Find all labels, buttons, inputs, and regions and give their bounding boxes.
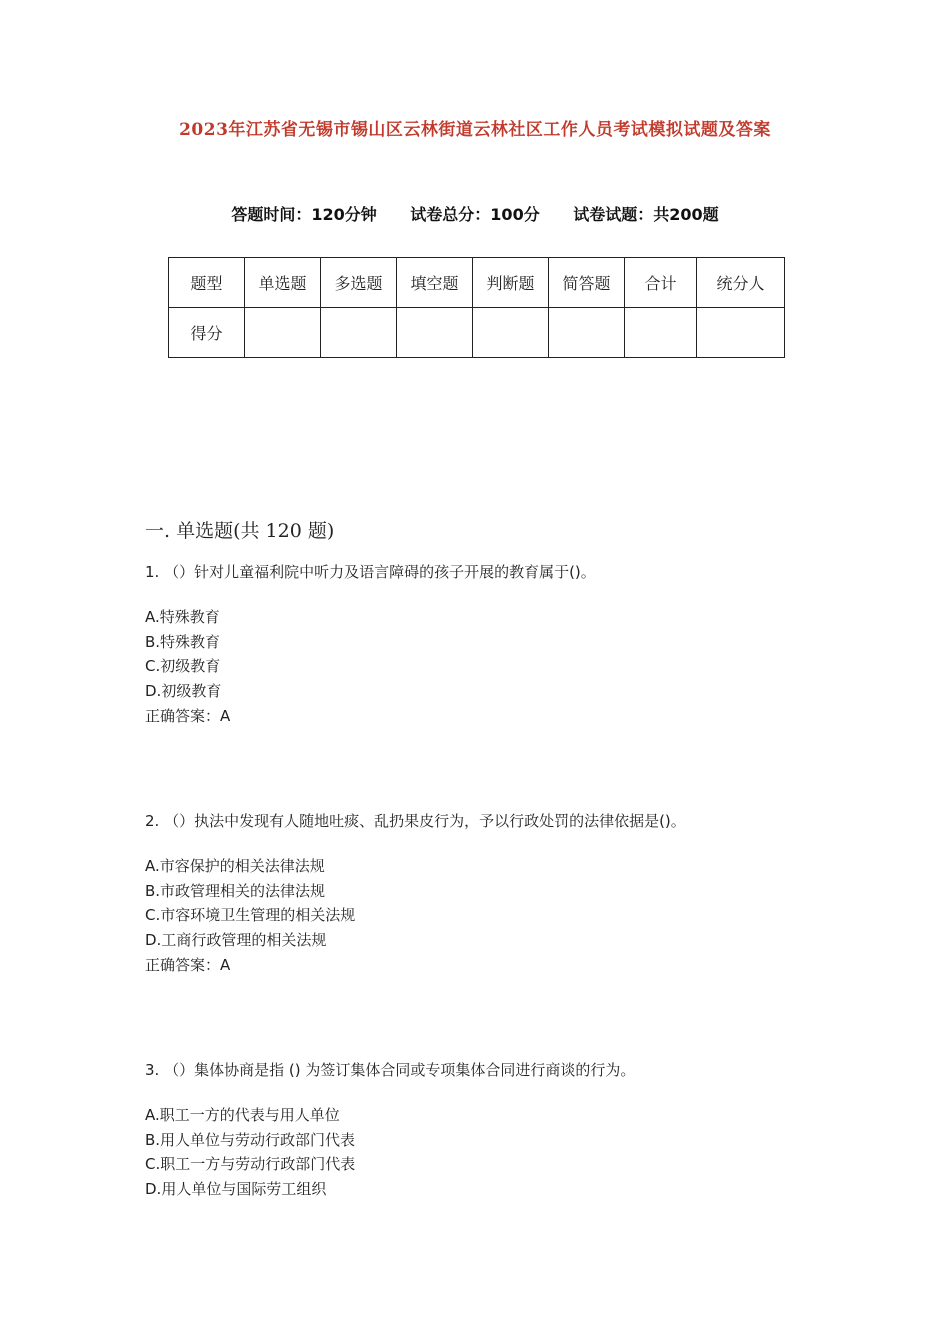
score-cell (321, 308, 397, 358)
question-stem: 2. （）执法中发现有人随地吐痰、乱扔果皮行为，予以行政处罚的法律依据是()。 (145, 812, 686, 830)
question-stem: 3. （）集体协商是指 () 为签订集体合同或专项集体合同进行商谈的行为。 (145, 1061, 636, 1079)
question-option: B.市政管理相关的法律法规 (145, 881, 326, 900)
document-title: 2023年江苏省无锡市锡山区云林街道云林社区工作人员考试模拟试题及答案 (179, 120, 771, 140)
question-block (145, 561, 845, 729)
score-cell (473, 308, 549, 358)
score-table-header-cell: 单选题 (245, 258, 321, 308)
question-block (145, 1059, 845, 1202)
score-table-header-row (169, 258, 785, 308)
score-table-score-row (169, 308, 785, 358)
exam-total-score: 试卷总分：100分 (410, 205, 540, 224)
score-cell (397, 308, 473, 358)
question-option: D.初级教育 (145, 682, 222, 701)
score-table-header-cell: 合计 (625, 258, 697, 308)
exam-time: 答题时间：120分钟 (231, 205, 377, 224)
score-cell (625, 308, 697, 358)
exam-question-count: 试卷试题：共200题 (573, 205, 719, 224)
question-option: A.特殊教育 (145, 608, 220, 626)
question-stem: 1. （）针对儿童福利院中听力及语言障碍的孩子开展的教育属于()。 (145, 563, 596, 581)
question-option: C.初级教育 (145, 657, 221, 676)
score-cell (549, 308, 625, 358)
score-row-label: 得分 (169, 308, 245, 358)
exam-info (0, 202, 950, 225)
score-table-header-cell: 统分人 (697, 258, 785, 308)
score-table-header-cell: 简答题 (549, 258, 625, 308)
section-heading: 一. 单选题(共 120 题) (145, 520, 335, 542)
question-option: C.市容环境卫生管理的相关法规 (145, 906, 356, 925)
question-option: D.用人单位与国际劳工组织 (145, 1180, 327, 1199)
score-table-header-cell: 填空题 (397, 258, 473, 308)
question-option: A.市容保护的相关法律法规 (145, 857, 325, 875)
question-option: B.用人单位与劳动行政部门代表 (145, 1130, 356, 1149)
question-option: B.特殊教育 (145, 632, 221, 651)
score-table (168, 257, 785, 358)
question-option: C.职工一方与劳动行政部门代表 (145, 1155, 356, 1174)
question-option: D.工商行政管理的相关法规 (145, 931, 327, 950)
score-table-header-cell: 题型 (169, 258, 245, 308)
score-cell (245, 308, 321, 358)
question-answer: 正确答案：A (145, 706, 231, 725)
question-option: A.职工一方的代表与用人单位 (145, 1106, 340, 1124)
score-table-header-cell: 多选题 (321, 258, 397, 308)
question-block (145, 810, 845, 978)
score-table-header-cell: 判断题 (473, 258, 549, 308)
score-cell (697, 308, 785, 358)
question-answer: 正确答案：A (145, 955, 231, 974)
